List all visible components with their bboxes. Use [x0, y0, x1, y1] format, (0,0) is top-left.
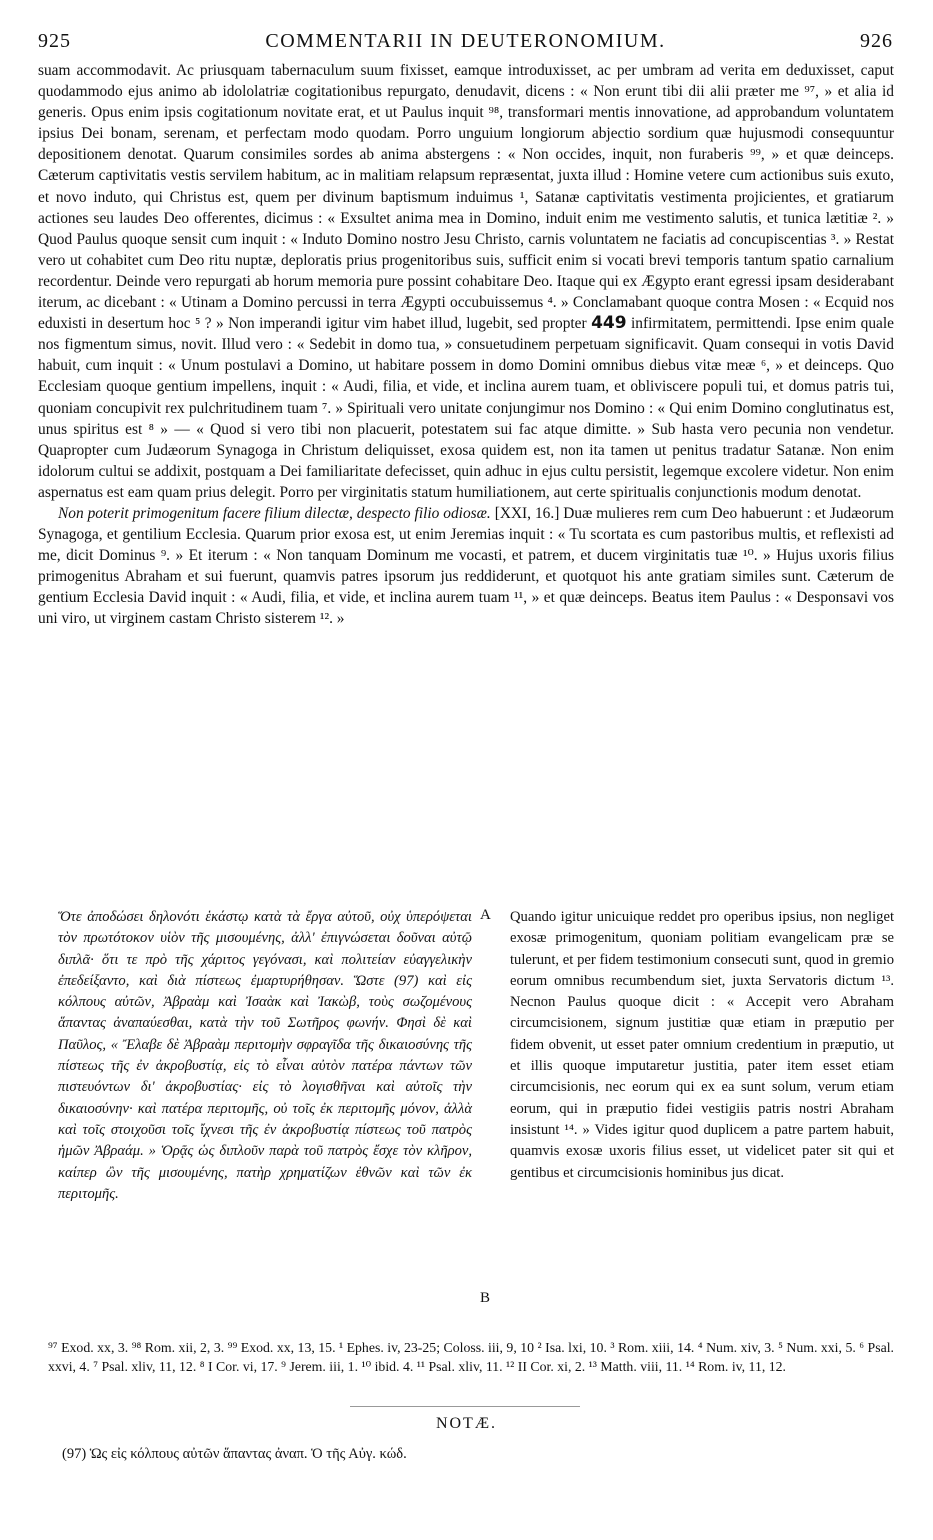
main-paragraph-1-text: suam accommodavit. Ac priusquam tabernaculum suum fixisset, eamque introduxisset, ac per umbram ad verita em deduxisset, caput quodammodo ejus animo ab idololatriæ cogitationibus repurgato, denudavit, dicens : « Non erunt tibi dii alii præter me ⁹⁷, » et alia id generis. Opus enim ipsis cogitationum novitate erat, et ut Paulus inquit ⁹⁸, transformari mentis innovatione, ad approbandum voluntatem ipsius Dei bonam, serenam, et perfectam modo quodam. Porro unguium longiorum abjectio sordium quæ hujusmodi consequuntur depositionem denotat. Quarum consimiles sordes ab anima abstergens : « Non occides, inquit, non furaberis ⁹⁹, » et quæ deinceps. Cæterum captivitatis vestis servilem habitum, ac in malitiam relapsum repræsentat, juxta illud : Homine vetere cum actionibus suis exuto, et novo induto, qui Christus est, quem per divinum baptismum induimus ¹, Satanæ captivitatis vestimenta projicientes, et gratiarum actiones seu laudes Deo offerentes, dicimus : « Exsultet anima mea in Domino, induit enim me vestimento salutis, et tunica lætitiæ ². » Quod Paulus quoque sensit cum inquit : « Induto Domino nostro Jesu Christo, carnis voluntatem ne faciatis ad concupiscentias ³. » Restat vero ut cohabitet cum Deo ritu nuptæ, deploratis prius progenitoribus suis, sufficit enim si vocati brevi temporis tantum spatio carnalium recordentur. Deinde vero repurgati ab horum memoria pure possint cohabitare Deo. Itaque qui ex Ægypto erant egressi ipsam desiderabant iterum, ac dicebant : « Utinam a Domino percussi in terra Ægypti occubuissemus ⁴. » Conclamabant quoque contra Mosen : « Ecquid nos eduxisti in desertum hoc ⁵ ? » Non imperandi igitur vim habet illud, lugebit, sed propter [38, 62, 894, 333]
page-number-left: 925 [38, 30, 71, 52]
column-marker-b: B [480, 1290, 491, 1306]
running-title: COMMENTARII IN DEUTERONOMIUM. [265, 30, 666, 52]
divider [350, 1406, 580, 1407]
lemma-commentary: Duæ mulieres rem cum Deo habuerunt : et Judæorum Synagoga, et gentilium Ecclesia. Quarum prior exosa est, ut enim Jeremias inquit : « Tu scortata es cum pastoribus multis, et reflexisti ad me, dicit Dominus ⁹. » Et iterum : « Non tanquam Dominum me vocasti, et patrem, et ducem virginitatis tuæ ¹⁰. » Hujus uxoris filius primogenitus Abraham et sui fuerunt, quamvis patres ipsorum jus reddiderunt, et quotquot his ante gratiam similes sunt. Cæterum de gentium Ecclesia David inquit : « Audi, filia, et vide, et inclina aurem tuam ¹¹, » et quæ deinceps. Beatus item Paulus : « Desponsavi vos uni viro, ut virginem castam Christo sisterem ¹². » [38, 504, 894, 628]
footnotes: ⁹⁷ Exod. xx, 3. ⁹⁸ Rom. xii, 2, 3. ⁹⁹ Exod. xx, 13, 15. ¹ Ephes. iv, 23-25; Coloss. iii, 9, 10 ² Isa. lxi, 10. ³ Rom. xiii, 14. ⁴ Num. xiv, 3. ⁵ Num. xxi, 5. ⁶ Psal. xxvi, 4. ⁷ Psal. xliv, 11, 12. ⁸ I Cor. vi, 17. ⁹ Jerem. iii, 1. ¹⁰ ibid. 4. ¹¹ Psal. xliv, 11. ¹² II Cor. xi, 2. ¹³ Matth. viii, 11. ¹⁴ Rom. iv, 11, 12. [48, 1340, 894, 1374]
page-number-right: 926 [860, 30, 893, 52]
lemma-paragraph [38, 503, 894, 630]
margin-column-number: 449 [591, 313, 627, 334]
main-text [38, 60, 894, 630]
page-header [38, 30, 893, 56]
latin-column: Quando igitur unicuique reddet pro operibus ipsius, non negliget exosæ primogenitum, quoniam politiam evangelicam præ se tulerunt, et per fidem testimonium consecuti sunt, quod in gremio eorum omnibus recumbendum siet, juxta Servatoris dictum ¹³. Necnon Paulus quoque dicit : « Accepit vero Abraham circumcisionem, signum justitiæ quæ etiam in præputio per fidem obvenit, ut esset pater omnium credentium in præputio, ut et illis quoque imputaretur justitia, pater item esset etiam circumcisionis, nec eorum qui ex ea sunt solum, verum etiam eorum, qui in præputio fidei vestigiis patris nostri Abraham insistunt ¹⁴. » Vides igitur quod duplicem a patre partem habuit, quamvis exosæ uxoris filius esset, ut videlicet pater sit qui et gentibus et circumcisionis hominibus jus dicat. [510, 909, 894, 1181]
notae-text: (97) Ὡς εἰς κόλπους αὐτῶν ἅπαντας ἀναπ. Ὁ τῆς Αὐγ. κώδ. [62, 1446, 407, 1462]
parallel-columns [38, 907, 894, 1337]
main-paragraph-1 [38, 60, 894, 503]
lemma: Non poterit primogenitum facere filium dilectæ, despecto filio odiosæ. [58, 504, 491, 522]
greek-column: Ὅτε ἀποδώσει δηλονότι ἑκάστῳ κατὰ τὰ ἔργα αὐτοῦ, οὐχ ὑπερόψεται τὸν πρωτότοκον υἱὸν τῆς μισουμένης, ἀλλ' ἐπιγνώσεται δοῦναι αὐτῷ διπλᾶ· ὅτι τε πρὸ τῆς χάριτος γεγόνασι, καὶ πολιτείαν εὐαγγελικὴν ἐπεδείξαντο, καὶ διὰ πίστεως ἐμαρτυρήθησαν. Ὥστε (97) καὶ εἰς κόλπους αὐτῶν, Ἀβραὰμ καὶ Ἰσαὰκ καὶ Ἰακὼβ, τοὺς σωζομένους ἅπαντας ἀναπαύεσθαι, κατὰ τὴν τοῦ Σωτῆρος φωνήν. Φησὶ δὲ καὶ Παῦλος, « Ἔλαβε δὲ Ἀβραὰμ περιτομὴν σφραγῖδα τῆς δικαιοσύνης τῆς πίστεως τῆς ἐν ἀκροβυστίᾳ, εἰς τὸ εἶναι αὐτὸν πατέρα πάντων τῶν πιστευόντων δι' ἀκροβυστίας· εἰς τὸ λογισθῆναι καὶ αὐτοῖς τὴν δικαιοσύνην· καὶ πατέρα περιτομῆς, οὐ τοῖς ἐκ περιτομῆς μόνον, ἀλλὰ καὶ τοῖς στοιχοῦσι τοῖς ἴχνεσι τῆς ἐν ἀκροβυστίᾳ πίστεως τοῦ πατρὸς ἡμῶν Ἀβραάμ. » Ὁρᾷς ὡς διπλοῦν παρὰ τοῦ πατρὸς ἔσχε τὸν κλῆρον, καίπερ ὢν τῆς μισουμένης, πατὴρ χρηματίζων ἐθνῶν καὶ τῶν ἐκ περιτομῆς. [58, 909, 472, 1202]
lemma-reference: [XXI, 16.] [494, 504, 560, 522]
notae-heading: NOTÆ. [435, 1415, 498, 1432]
column-marker-a: A [480, 907, 491, 923]
main-paragraph-2-text: infirmitatem, permittendi. Ipse enim quale nos figmentum simus, novit. Illud vero : « Sedebit in domo tua, » consuetudinem perpetuam significavit. Quam consequi in votis David habuit, cum inquit : « Unum postulavi a Domino, ut habitare possem in domo Domini omnibus diebus vitæ meæ ⁶, » et deinceps. Quo Ecclesiam quoque gentium impellens, inquit : « Audi, filia, et vide, et inclina aurem tuam, et obliviscere populi tui, et domus patris tui, quoniam concupivit rex pulchritudinem tuam ⁷. » Spirituali vero unitate conjungimur nos Domino : « Qui enim Domino conglutinatus est, unus spiritus est ⁸ » — « Quod si vero tibi non placuerit, potestatem sui fac atque dimitte. » Sub hasta vero pecunia non vendetur. Quapropter cum Judæorum Synagoga in Christum deliquisset, exosa quidem est, non ita tamen ut penitus tradatur Satanæ. Non enim idolorum cultui se addixit, postquam a Dei familiaritate defecisset, quin adhuc in ejus cultu persistit, legemque excolere videtur. Non enim aspernatus est eam quam prius delegit. Porro per virginitatis statum humiliationem, aut certe spiritualis conjunctionis modum denotat. [38, 315, 894, 501]
